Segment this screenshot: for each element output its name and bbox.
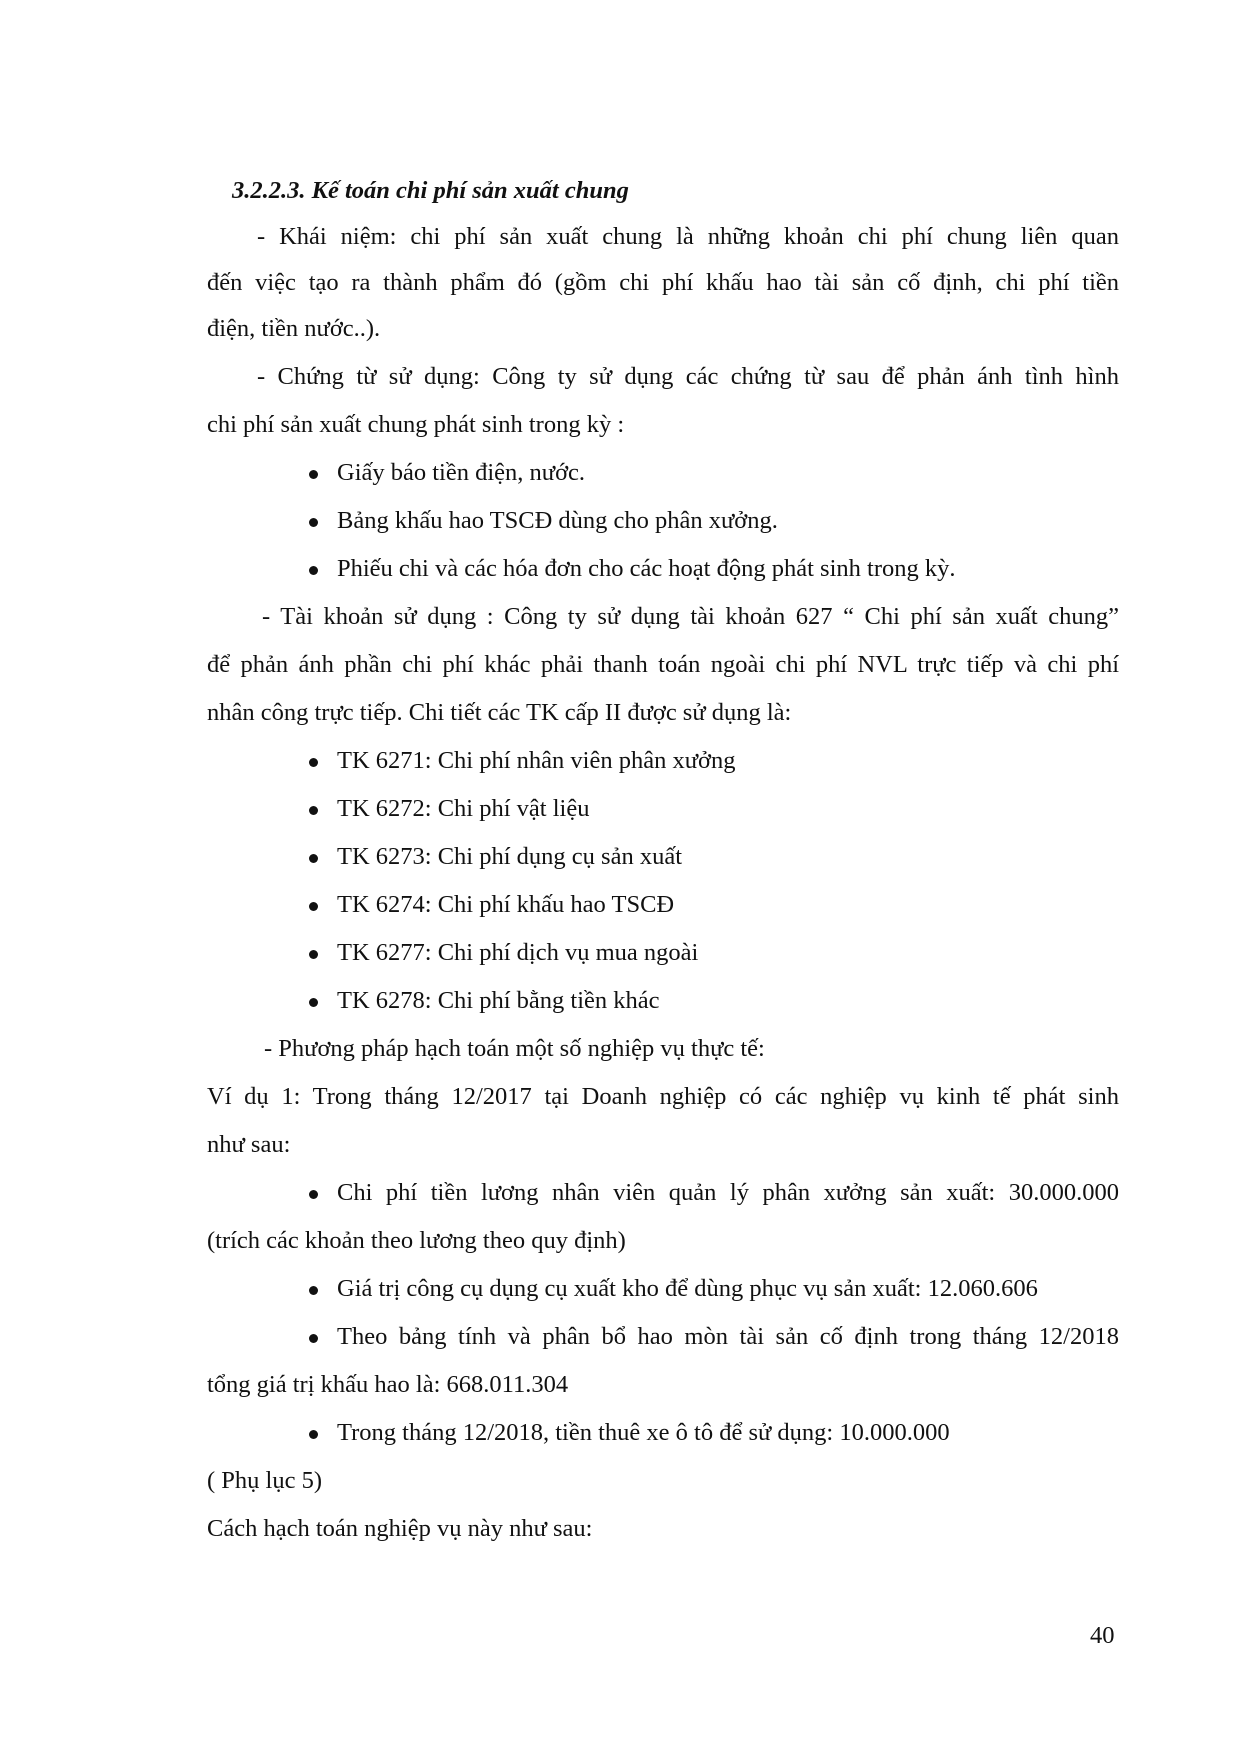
bullet-dot-icon [309,566,318,575]
bullet-dot-icon [309,950,318,959]
bullet-dot-icon [309,806,318,815]
documents-item-2: Bảng khấu hao TSCĐ dùng cho phân xưởng. [337,507,778,534]
bullet-dot-icon [309,998,318,1007]
example-item-3-line-1: Theo bảng tính và phân bổ hao mòn tài sản cố định trong tháng 12/2018 [337,1323,1119,1350]
bullet-dot-icon [309,470,318,479]
concept-line-1: - Khái niệm: chi phí sản xuất chung là những khoản chi phí chung liên quan [257,223,1119,250]
concept-line-3: điện, tiền nước..). [207,315,381,342]
section-heading: 3.2.2.3. Kế toán chi phí sản xuất chung [232,177,629,204]
documents-line-1: - Chứng từ sử dụng: Công ty sử dụng các chứng từ sau để phản ánh tình hình [257,363,1119,390]
documents-item-3: Phiếu chi và các hóa đơn cho các hoạt động phát sinh trong kỳ. [337,555,956,582]
bullet-dot-icon [309,902,318,911]
accounts-line-1: - Tài khoản sử dụng : Công ty sử dụng tài khoản 627 “ Chi phí sản xuất chung” [262,603,1119,630]
example-item-3-line-2: tổng giá trị khấu hao là: 668.011.304 [207,1371,569,1398]
account-item-6273: TK 6273: Chi phí dụng cụ sản xuất [337,843,683,870]
account-item-6272: TK 6272: Chi phí vật liệu [337,795,590,822]
example-line-1: Ví dụ 1: Trong tháng 12/2017 tại Doanh nghiệp có các nghiệp vụ kinh tế phát sinh [207,1083,1119,1110]
documents-item-1: Giấy báo tiền điện, nước. [337,459,586,486]
account-item-6271: TK 6271: Chi phí nhân viên phân xưởng [337,747,736,774]
method-title: - Phương pháp hạch toán một số nghiệp vụ thực tế: [264,1035,765,1062]
bullet-dot-icon [309,1430,318,1439]
bullet-dot-icon [309,1286,318,1295]
page-number: 40 [1090,1622,1115,1649]
bullet-dot-icon [309,518,318,527]
example-item-2: Giá trị công cụ dụng cụ xuất kho để dùng phục vụ sản xuất: 12.060.606 [337,1275,1038,1302]
bullet-dot-icon [309,854,318,863]
bullet-dot-icon [309,758,318,767]
accounts-line-3: nhân công trực tiếp. Chi tiết các TK cấp II được sử dụng là: [207,699,792,726]
example-item-1-line-1: Chi phí tiền lương nhân viên quản lý phân xưởng sản xuất: 30.000.000 [337,1179,1119,1206]
documents-line-2: chi phí sản xuất chung phát sinh trong kỳ : [207,411,625,438]
bullet-dot-icon [309,1334,318,1343]
account-item-6278: TK 6278: Chi phí bằng tiền khác [337,987,660,1014]
account-item-6277: TK 6277: Chi phí dịch vụ mua ngoài [337,939,699,966]
example-item-4: Trong tháng 12/2018, tiền thuê xe ô tô để sử dụng: 10.000.000 [337,1419,950,1446]
concept-line-2: đến việc tạo ra thành phẩm đó (gồm chi phí khấu hao tài sản cố định, chi phí tiền [207,269,1119,296]
appendix-reference: ( Phụ lục 5) [207,1467,322,1494]
accounts-line-2: để phản ánh phần chi phí khác phải thanh toán ngoài chi phí NVL trực tiếp và chi phí [207,651,1119,678]
account-item-6274: TK 6274: Chi phí khấu hao TSCĐ [337,891,675,918]
closing-line: Cách hạch toán nghiệp vụ này như sau: [207,1515,593,1542]
example-line-2: như sau: [207,1131,291,1158]
bullet-dot-icon [309,1190,318,1199]
example-item-1-line-2: (trích các khoản theo lương theo quy định) [207,1227,626,1254]
